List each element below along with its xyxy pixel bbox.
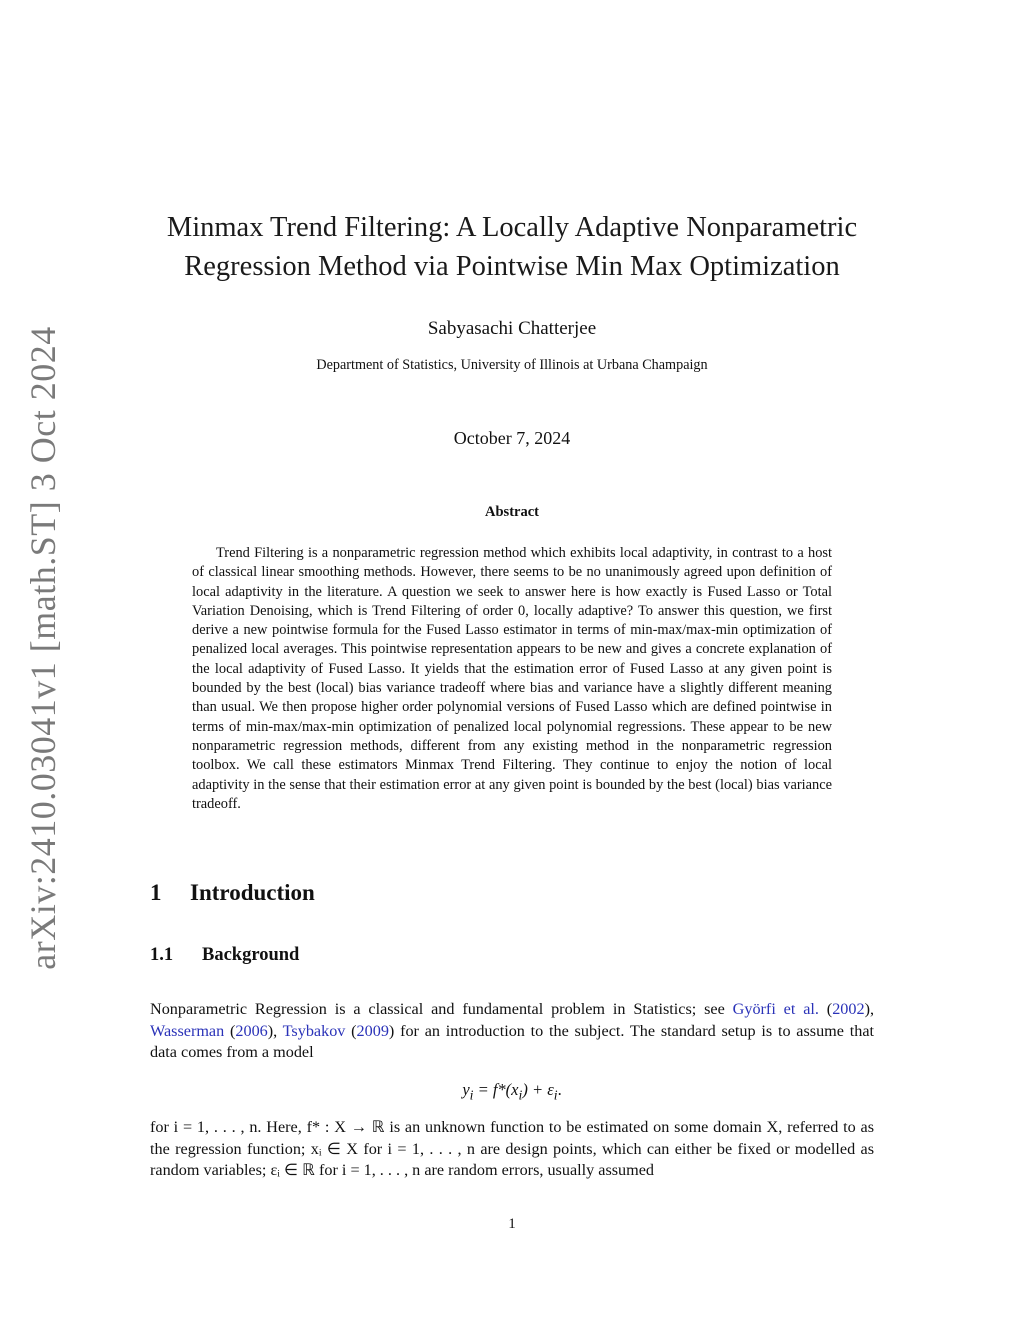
subsection-heading (150, 945, 299, 966)
abstract-heading: Abstract (485, 504, 539, 520)
title-line-2: Regression Method via Pointwise Min Max Optimization (184, 251, 840, 282)
paper-title (130, 208, 894, 286)
equation-part: ) + ε (522, 1080, 554, 1099)
section-number: 1 (150, 880, 162, 905)
section-heading (150, 880, 315, 906)
background-paragraph-1 (150, 999, 874, 1064)
equation-subscript: i (469, 1087, 474, 1103)
paper-date: October 7, 2024 (453, 428, 571, 448)
paragraph-text: Nonparametric Regression is a classical and fundamental problem in Statistics; see (150, 1000, 733, 1018)
page-number: 1 (508, 1216, 516, 1232)
paragraph-text: ), (267, 1021, 283, 1040)
model-equation (130, 1080, 894, 1103)
author-affiliation: Department of Statistics, University of Illinois at Urbana Champaign (316, 357, 708, 373)
section-title: Introduction (190, 880, 315, 905)
paragraph-text: ( (345, 1021, 357, 1040)
equation-part: = f*(x (473, 1080, 519, 1099)
arxiv-identifier-stamp: arXiv:2410.03041v1 [math.ST] 3 Oct 2024 (23, 326, 63, 970)
background-paragraph-2: for i = 1, . . . , n. Here, f* : X → ℝ is an unknown function to be estimated on some domain X, referred to as the regression function; xᵢ ∈ X for i = 1, . . . , n are design points, which can either be fixed or modelled as random variables; εᵢ ∈ ℝ for i = 1, . . . , n are random errors, usually assumed (150, 1118, 874, 1179)
citation-gyorfi-year-link[interactable]: 2002 (832, 1000, 865, 1018)
citation-tsybakov-year-link[interactable]: 2009 (356, 1021, 389, 1040)
subsection-title: Background (202, 945, 300, 965)
paragraph-text: ( (224, 1021, 236, 1040)
paragraph-text: ) for an introduction to the subject. The standard setup is to assume that data comes from a model (150, 1021, 874, 1061)
equation-part: . (557, 1080, 562, 1099)
citation-gyorfi-link[interactable]: Györfi et al. (732, 1000, 819, 1018)
citation-wasserman-year-link[interactable]: 2006 (235, 1021, 268, 1040)
equation-subscript: i (518, 1087, 523, 1103)
paragraph-text: ( (818, 1000, 833, 1018)
subsection-number: 1.1 (150, 945, 174, 965)
paragraph-text: ), (864, 1000, 874, 1018)
equation-part: y (462, 1080, 470, 1099)
equation-subscript: i (553, 1087, 558, 1103)
abstract-text: Trend Filtering is a nonparametric regression method which exhibits local adaptivity, in contrast to a host of classical linear smoothing methods. However, there seems to be no unanimously agreed upon definition of local adaptivity in the literature. A question we seek to answer here is how exactly is Fused Lasso or Total Variation Denoising, which is Trend Filtering of order 0, locally adaptive? To answer this question, we first derive a new pointwise formula for the Fused Lasso estimator in terms of min-max/max-min optimization of penalized local averages. This pointwise representation appears to be new and gives a concrete explanation of the local adaptivity of Fused Lasso. It yields that the estimation error of Fused Lasso at any given point is bounded by the best (local) bias variance tradeoff where bias and variance have a slightly different meaning than usual. We then propose higher order polynomial versions of Fused Lasso which are defined pointwise in terms of min-max/max-min optimization of penalized local polynomial regressions. These appear to be new nonparametric regression methods, different from any existing method in the nonparametric regression toolbox. We call these estimators Minmax Trend Filtering. They continue to enjoy the notion of local adaptivity in the sense that their estimation error at any given point is bounded by the best (local) bias variance tradeoff. (192, 545, 832, 812)
citation-wasserman-link[interactable]: Wasserman (150, 1021, 225, 1040)
author-name: Sabyasachi Chatterjee (427, 318, 597, 339)
citation-tsybakov-link[interactable]: Tsybakov (282, 1021, 346, 1040)
title-line-1: Minmax Trend Filtering: A Locally Adaptive Nonparametric (166, 212, 858, 243)
